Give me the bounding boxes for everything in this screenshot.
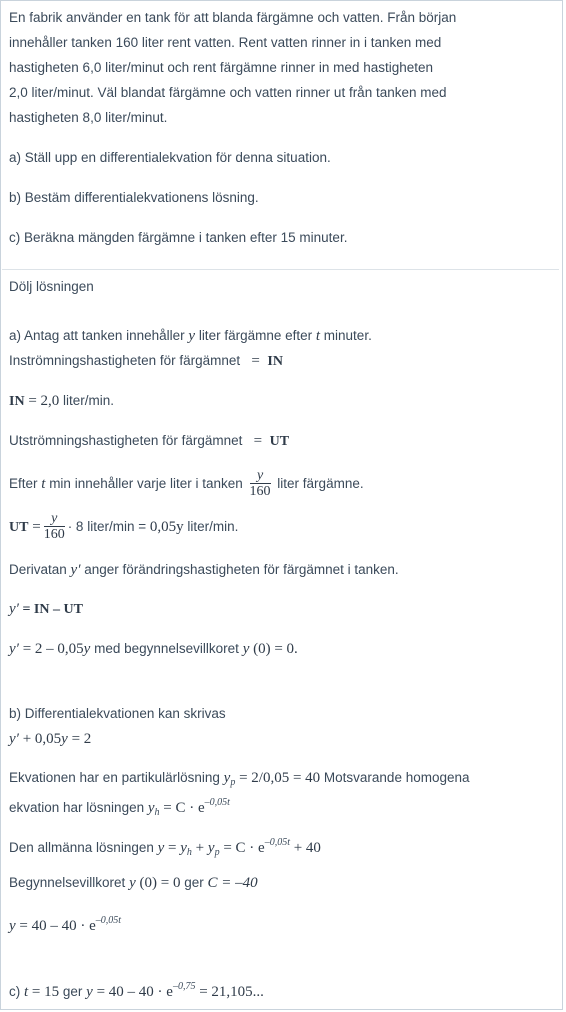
text: ger [59, 984, 87, 999]
text: a) Antag att tanken innehåller [9, 328, 189, 343]
math-in: IN [9, 394, 25, 409]
math-expr: = 2 [67, 731, 92, 747]
text: c) [9, 984, 24, 999]
differential-equation [9, 640, 298, 658]
math-var: y [242, 641, 250, 657]
rewritten-equation [9, 730, 91, 748]
math-value: 0,05y [149, 519, 184, 535]
question-part-b: b) Bestäm differentialekvationens lösning. [9, 190, 259, 205]
text: Ekvationen har en partikulärlösning [9, 770, 224, 785]
math-var: y′ [9, 641, 19, 657]
math-var: t [24, 984, 29, 1000]
math-expr: C = –40 [207, 875, 258, 891]
text: Efter [9, 476, 42, 491]
outflow-definition [9, 432, 289, 451]
math-var: t [41, 476, 46, 492]
math-var: y′ [9, 601, 19, 617]
exponent: –0,05t [95, 915, 122, 926]
exponent: –0,75 [172, 981, 196, 992]
text: Derivatan [9, 562, 71, 577]
initial-condition [9, 874, 258, 892]
question-text-line: 2,0 liter/minut. Väl blandat färgämne och vatten rinner ut från tanken med [9, 85, 447, 100]
math-eq: = [253, 433, 263, 449]
exponent: –0,05t [264, 837, 290, 848]
text: Begynnelsevillkoret [9, 875, 130, 890]
question-part-a: a) Ställ upp en differentialekvation för denna situation. [9, 150, 331, 165]
math-expr: = [164, 840, 181, 856]
text: med begynnelsevillkoret [90, 641, 243, 656]
question-text-line: hastigheten 8,0 liter/minut. [9, 110, 168, 125]
math-expr: + 40 [289, 840, 321, 856]
math-expr: = C · e [219, 840, 265, 856]
math-var: t [315, 328, 321, 344]
math-var: y [188, 328, 196, 344]
text: · 8 liter/min = [67, 519, 150, 534]
math-eq: = [32, 519, 41, 535]
math-expr: + [191, 840, 208, 856]
text: minuter. [320, 328, 372, 343]
text: Motsvarande homogena [320, 770, 470, 785]
text: anger förändringshastigheten för färgämnet i tanken. [80, 562, 399, 577]
question-text-line: hastigheten 6,0 liter/minut och rent färgämne rinner in med hastigheten [9, 60, 433, 75]
homogeneous-solution [9, 794, 230, 822]
solution-c [9, 978, 264, 1001]
subscript: h [186, 847, 192, 858]
math-var: y [180, 840, 187, 856]
math-in: IN [267, 354, 283, 369]
particular-solution [9, 769, 470, 792]
exponent: –0,05t [204, 797, 230, 808]
subscript: p [214, 847, 220, 858]
derivative-equation [9, 600, 83, 619]
question-panel [2, 2, 559, 268]
math-value: = 2,0 [28, 393, 60, 409]
math-expr: = 40 – 40 · e [92, 984, 173, 1000]
fraction [44, 511, 65, 543]
math-expr: (0) = 0. [249, 641, 298, 657]
outflow-formula [9, 511, 238, 544]
text: min innehåller varje liter i tanken [45, 476, 247, 491]
math-expr: = 2 – 0,05 [18, 641, 84, 657]
hide-solution-toggle[interactable]: Dölj lösningen [9, 279, 94, 294]
subscript: p [230, 777, 236, 788]
math-var: y′ [9, 731, 19, 747]
question-part-c: c) Beräkna mängden färgämne i tanken efter 15 minuter. [9, 230, 348, 245]
text: liter/min. [183, 519, 239, 534]
general-solution [9, 834, 321, 862]
text: ger [180, 875, 208, 890]
math-var: y [207, 840, 215, 856]
math-var: y [129, 875, 136, 891]
math-expr: = 2/0,05 = 40 [235, 770, 321, 786]
text: liter färgämne. [273, 476, 364, 491]
subscript: h [154, 807, 160, 818]
solution-panel [2, 269, 559, 1012]
math-var: y [61, 731, 68, 747]
fraction-denominator: 160 [43, 527, 65, 543]
math-expr: = IN – UT [18, 602, 83, 617]
math-var: y [223, 770, 231, 786]
math-expr: = 40 – 40 · e [15, 918, 96, 934]
question-text-line: En fabrik använder en tank för att blanda färgämne och vatten. Från början [9, 10, 457, 25]
math-var: y [9, 918, 16, 934]
math-var: y [86, 984, 93, 1000]
final-solution [9, 912, 121, 935]
solution-b-intro: b) Differentialekvationen kan skrivas [9, 706, 226, 721]
text: Den allmänna lösningen [9, 840, 158, 855]
text: Utströmningshastigheten för färgämnet [9, 433, 243, 448]
math-expr: (0) = 0 [135, 875, 181, 891]
fraction [250, 468, 271, 500]
fraction-numerator: y [250, 468, 271, 484]
math-expr: = 21,105... [195, 984, 264, 1000]
concentration-line [9, 468, 364, 500]
math-expr: + 0,05 [18, 731, 62, 747]
text: Inströmningshastigheten för färgämnet [9, 353, 241, 368]
text: liter färgämne efter [195, 328, 316, 343]
fraction-denominator: 160 [249, 484, 271, 500]
math-ut: UT [269, 434, 290, 449]
math-var: y′ [70, 562, 81, 578]
derivative-explanation [9, 561, 399, 579]
math-var: y [83, 641, 91, 657]
inflow-value [9, 392, 114, 411]
solution-a-intro [9, 327, 372, 345]
question-text-line: innehåller tanken 160 liter rent vatten. Rent vatten rinner in i tanken med [9, 35, 442, 50]
math-ut: UT [9, 520, 29, 535]
math-eq: = [251, 353, 260, 369]
math-expr: = C · e [159, 800, 205, 816]
inflow-definition [9, 352, 283, 371]
text: ekvation har lösningen [9, 800, 148, 815]
math-var: y [147, 800, 155, 816]
math-expr: = 15 [28, 984, 60, 1000]
math-var: y [157, 840, 165, 856]
fraction-numerator: y [44, 511, 65, 527]
text: liter/min. [59, 393, 115, 408]
